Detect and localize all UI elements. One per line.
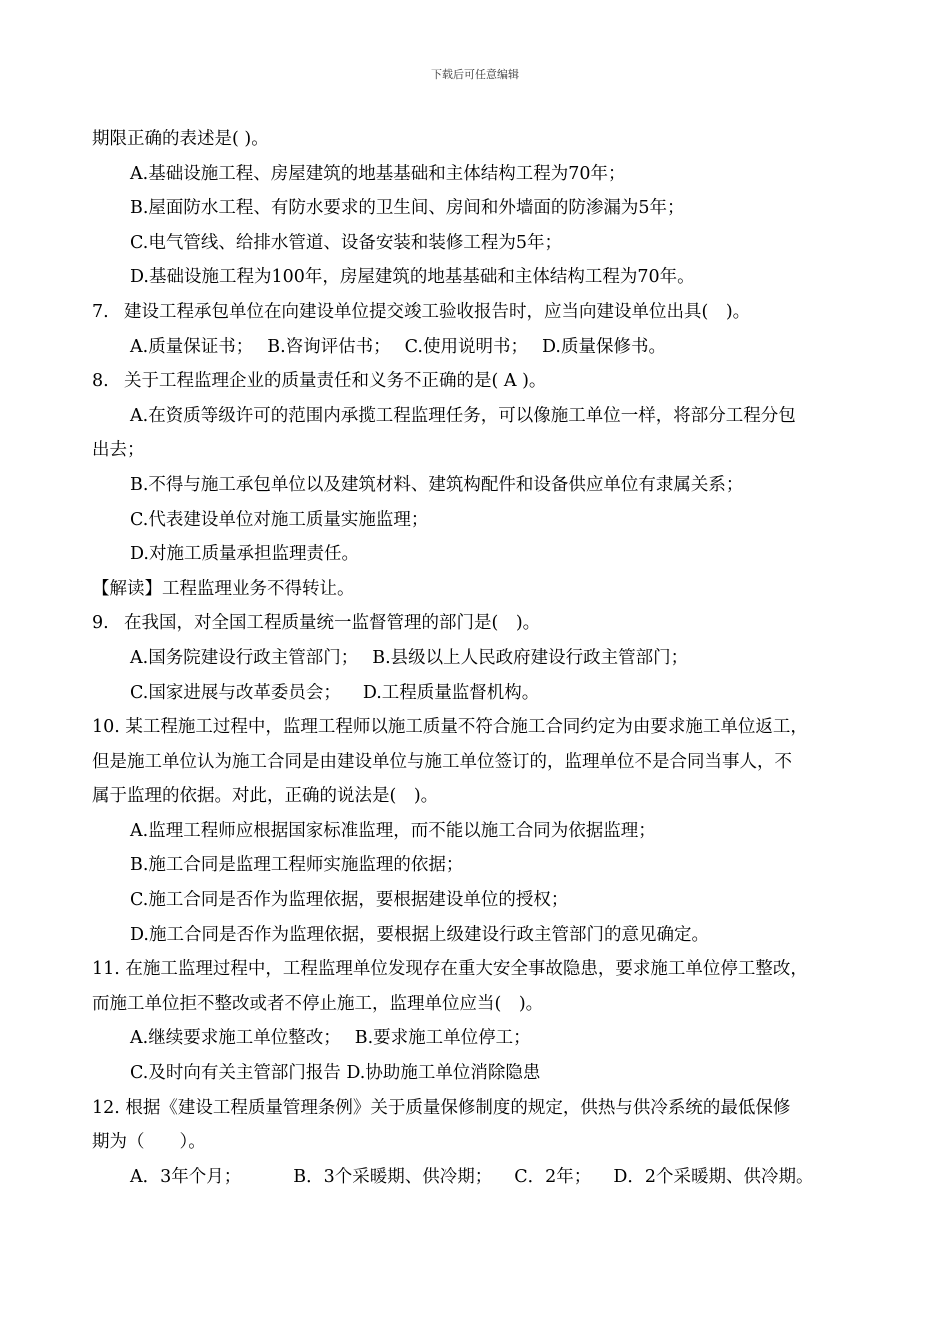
question-9: [92, 606, 867, 641]
option-d: D.质量保修书。: [541, 336, 666, 357]
question-10-option-b: B.施工合同是监理工程师实施监理的依据；: [130, 855, 464, 876]
option-a: A.国务院建设行政主管部门；: [130, 647, 359, 668]
option-b: B.咨询评估书；: [267, 336, 391, 357]
option-c: C.国家进展与改革委员会；: [130, 682, 341, 703]
question-text: 在我国，对全国工程质量统一监督管理的部门是( )。: [124, 613, 541, 634]
question-11-line-2: 而施工单位拒不整改或者不停止施工，监理单位应当( )。: [92, 993, 544, 1014]
question-9-options-ab: [92, 641, 867, 676]
option-d: D．2个采暖期、供冷期。: [613, 1166, 814, 1187]
question-11-options-ab: [92, 1021, 867, 1056]
question-12-line-1: 12. 根据《建设工程质量管理条例》关于质量保修制度的规定，供热与供冷系统的最低保修: [92, 1097, 791, 1118]
option-b: B．3个采暖期、供冷期；: [293, 1166, 493, 1187]
question-11-options-cd: C.及时向有关主管部门报告 D.协助施工单位消除隐患: [130, 1063, 541, 1084]
question-10-line-1: 10. 某工程施工过程中，监理工程师以施工质量不符合施工合同约定为由要求施工单位返工，: [92, 717, 808, 738]
document-body: [92, 122, 867, 1194]
question-6-option-b: B.屋面防水工程、有防水要求的卫生间、房间和外墙面的防渗漏为5年；: [130, 198, 685, 219]
option-d: D.工程质量监督机构。: [362, 682, 540, 703]
question-number: 9.: [92, 613, 109, 634]
question-10-line-3: 属于监理的依据。对此，正确的说法是( )。: [92, 786, 439, 807]
question-7-options: [92, 330, 867, 365]
option-a: A.继续要求施工单位整改；: [130, 1028, 341, 1049]
option-c: C．2年；: [514, 1166, 592, 1187]
question-8-option-a-continued: 出去；: [92, 440, 145, 461]
question-8-option-b: B.不得与施工承包单位以及建筑材料、建筑构配件和设备供应单位有隶属关系；: [130, 474, 744, 495]
question-text: 关于工程监理企业的质量责任和义务不正确的是( A )。: [124, 371, 547, 392]
question-text: 建设工程承包单位在向建设单位提交竣工验收报告时，应当向建设单位出具( )。: [124, 301, 751, 322]
option-a: A.质量保证书；: [130, 336, 254, 357]
question-6-option-a: A.基础设施工程、房屋建筑的地基基础和主体结构工程为70年；: [130, 163, 626, 184]
question-8-option-d: D.对施工质量承担监理责任。: [130, 544, 359, 565]
option-b: B.县级以上人民政府建设行政主管部门；: [372, 647, 689, 668]
question-12-line-2: 期为（ ）。: [92, 1132, 206, 1153]
question-number: 7.: [92, 301, 109, 322]
question-8-option-a: A.在资质等级许可的范围内承揽工程监理任务，可以像施工单位一样，将部分工程分包: [130, 405, 796, 426]
question-10-line-2: 但是施工单位认为施工合同是由建设单位与施工单位签订的，监理单位不是合同当事人，不: [92, 751, 792, 772]
question-6-stem-continued: 期限正确的表述是( )。: [92, 129, 269, 149]
question-10-option-a: A.监理工程师应根据国家标准监理，而不能以施工合同为依据监理；: [130, 820, 656, 841]
option-b: B.要求施工单位停工；: [354, 1028, 531, 1049]
question-8-explanation: 【解读】工程监理业务不得转让。: [92, 578, 355, 599]
page-header: 下载后可任意编辑: [431, 68, 519, 81]
question-10-option-d: D.施工合同是否作为监理依据，要根据上级建设行政主管部门的意见确定。: [130, 924, 709, 945]
question-10-option-c: C.施工合同是否作为监理依据，要根据建设单位的授权；: [130, 890, 569, 911]
question-9-options-cd: [92, 676, 867, 711]
option-c: C.使用说明书；: [404, 336, 528, 357]
question-number: 8.: [92, 371, 109, 392]
question-8-option-c: C.代表建设单位对施工质量实施监理；: [130, 509, 429, 530]
question-6-option-c: C.电气管线、给排水管道、设备安装和装修工程为5年；: [130, 232, 562, 253]
question-7: [92, 295, 867, 330]
option-a: A．3年个月；: [130, 1166, 242, 1187]
question-11-line-1: 11. 在施工监理过程中，工程监理单位发现存在重大安全事故隐患，要求施工单位停工整改，: [92, 959, 808, 980]
question-12-options: [92, 1160, 867, 1195]
question-8: [92, 364, 867, 399]
question-6-option-d: D.基础设施工程为100年，房屋建筑的地基基础和主体结构工程为70年。: [130, 267, 695, 288]
